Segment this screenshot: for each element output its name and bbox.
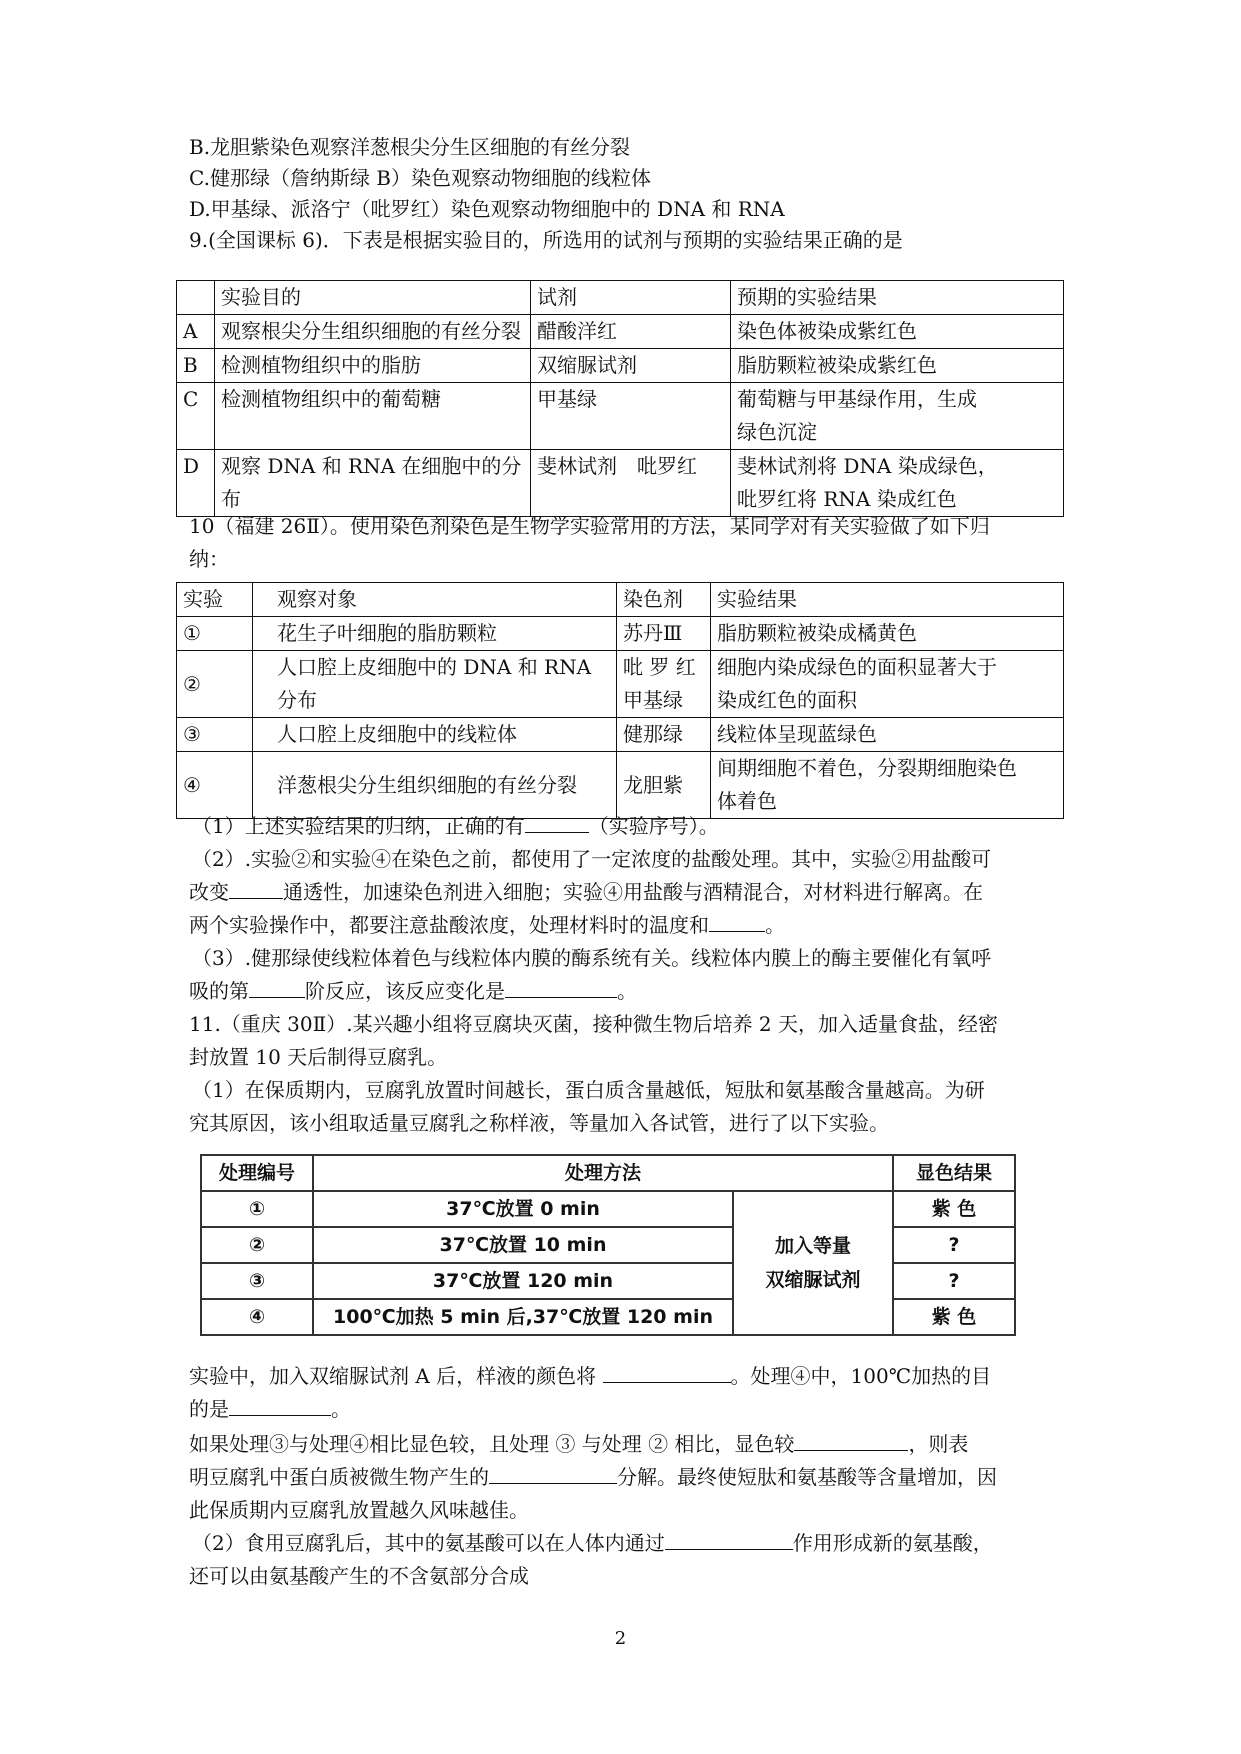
q10-stem-2: 纳： [189,547,229,571]
header-cell: 观察对象 [253,583,617,617]
answer-blank[interactable] [794,1428,908,1451]
q11-line7 [189,1428,968,1461]
row-label: A [177,315,215,349]
answer-blank[interactable] [229,876,283,899]
table-cell: 检测植物组织中的脂肪 [215,349,531,383]
header-cell: 处理方法 [313,1155,893,1191]
q10-part2-line3 [189,909,785,942]
q9-stem: 9.(全国课标 6)．下表是根据实验目的，所选用的试剂与预期的实验结果正确的是 [189,228,903,252]
table-cell [711,752,1064,819]
answer-blank[interactable] [229,1393,331,1416]
table-cell: 脂肪颗粒被染成紫红色 [731,349,1064,383]
table-cell: 37℃放置 0 min [313,1191,733,1227]
cell-line: 细胞内染成绿色的面积显著大于 [717,655,997,679]
q11-line6 [189,1393,351,1426]
table-cell: 脂肪颗粒被染成橘黄色 [711,617,1064,651]
q10-part2-line2 [189,876,983,909]
table-row [201,1155,1015,1191]
table-cell: 检测植物组织中的葡萄糖 [215,383,531,450]
cell-line: 加入等量 [774,1235,851,1257]
row-label: D [177,450,215,517]
row-label: ② [201,1227,313,1263]
text: 两个实验操作中，都要注意盐酸浓度，处理材料时的温度和 [189,913,709,937]
cell-line: 间期细胞不着色，分裂期细胞染色 [717,756,1017,780]
table-row [177,583,1064,617]
table-cell: ? [893,1263,1015,1299]
text: （1）上述实验结果的归纳，正确的有 [192,814,525,838]
table-cell: 人口腔上皮细胞中的线粒体 [253,718,617,752]
text: 如果处理③与处理④相比显色较，且处理 ③ 与处理 ② 相比，显色较 [189,1432,795,1456]
cell-line: 斐林试剂将 DNA 染成绿色， [737,454,998,478]
table-cell: 染色体被染成紫红色 [731,315,1064,349]
row-label: ④ [177,752,253,819]
table-row [177,651,1064,718]
answer-blank[interactable] [709,909,765,932]
row-label: B [177,349,215,383]
q11-line8 [189,1461,997,1494]
text: 。处理④中，100℃加热的目 [730,1364,992,1388]
cell-line: 吡罗红将 RNA 染成红色 [737,487,957,511]
header-cell: 预期的实验结果 [731,281,1064,315]
answer-blank[interactable] [505,975,617,998]
option-d: D.甲基绿、派洛宁（吡罗红）染色观察动物细胞中的 DNA 和 RNA [189,197,785,221]
header-cell: 实验目的 [215,281,531,315]
table-cell: 100℃加热 5 min 后,37℃放置 120 min [313,1299,733,1335]
table-cell: 线粒体呈现蓝绿色 [711,718,1064,752]
table-row [201,1227,1015,1263]
table-cell: 洋葱根尖分生组织细胞的有丝分裂 [253,752,617,819]
answer-blank[interactable] [665,1527,793,1550]
table-row [201,1191,1015,1227]
row-label: C [177,383,215,450]
table-row [201,1263,1015,1299]
table-cell: 龙胆紫 [617,752,711,819]
table-cell [731,450,1064,517]
table-cell: 37℃放置 120 min [313,1263,733,1299]
q10-table [176,582,1064,819]
q11-line3: （1）在保质期内，豆腐乳放置时间越长，蛋白质含量越低，短肽和氨基酸含量越高。为研 [192,1078,985,1102]
q10-part3-line2 [189,975,637,1008]
text: 改变 [189,880,229,904]
table-cell [617,651,711,718]
row-label: ① [201,1191,313,1227]
answer-blank[interactable] [249,975,305,998]
text: 分解。最终使短肽和氨基酸等含量增加，因 [617,1465,997,1489]
row-label: ③ [177,718,253,752]
header-cell [177,281,215,315]
row-label: ② [177,651,253,718]
cell-line: 绿色沉淀 [737,420,817,444]
cell-line: 甲基绿 [623,688,683,712]
cell-line: 体着色 [717,789,777,813]
table-cell [731,383,1064,450]
q11-line9: 此保质期内豆腐乳放置越久风味越佳。 [189,1498,529,1522]
text: （实验序号）。 [588,814,719,838]
text: 明豆腐乳中蛋白质被微生物产生的 [189,1465,489,1489]
text: 。 [617,979,637,1003]
q10-part1 [192,810,719,843]
answer-blank[interactable] [525,810,589,833]
table-row [177,383,1064,450]
text: 通透性，加速染色剂进入细胞；实验④用盐酸与酒精混合，对材料进行解离。在 [283,880,983,904]
q10-part3-line1: （3）.健那绿使线粒体着色与线粒体内膜的酶系统有关。线粒体内膜上的酶主要催化有氧呼 [192,946,992,970]
text: 阶反应，该反应变化是 [305,979,505,1003]
q10-part2-line1: （2）.实验②和实验④在染色之前，都使用了一定浓度的盐酸处理。其中，实验②用盐酸可 [192,847,992,871]
text: ，则表 [908,1432,969,1456]
header-cell: 实验结果 [711,583,1064,617]
table-cell: 双缩脲试剂 [531,349,731,383]
answer-blank[interactable] [489,1461,617,1484]
row-label: ④ [201,1299,313,1335]
table-row [177,315,1064,349]
q11-line2: 封放置 10 天后制得豆腐乳。 [189,1045,448,1069]
table-cell [711,651,1064,718]
row-label: ③ [201,1263,313,1299]
table-cell [253,651,617,718]
table-row [177,450,1064,517]
table-cell: 甲基绿 [531,383,731,450]
header-cell: 显色结果 [893,1155,1015,1191]
table-cell: ? [893,1227,1015,1263]
q11-line4: 究其原因，该小组取适量豆腐乳之称样液，等量加入各试管，进行了以下实验。 [189,1111,889,1135]
cell-line: 染成红色的面积 [717,688,857,712]
header-cell: 试剂 [531,281,731,315]
answer-blank[interactable] [603,1360,731,1383]
table-row [177,349,1064,383]
header-cell: 染色剂 [617,583,711,617]
text: 吸的第 [189,979,249,1003]
cell-line: 双缩脲试剂 [765,1269,861,1291]
q11-line1: 11.（重庆 30Ⅱ）.某兴趣小组将豆腐块灭菌，接种微生物后培养 2 天，加入适量食盐，经密 [189,1012,999,1036]
table-cell: 苏丹Ⅲ [617,617,711,651]
cell-line: 分布 [277,688,317,712]
table-cell: 观察根尖分生组织细胞的有丝分裂 [215,315,531,349]
table-row [201,1299,1015,1335]
q10-stem-1: 10（福建 26Ⅱ）。使用染色剂染色是生物学实验常用的方法，某同学对有关实验做了如下归 [189,514,990,538]
reagent-cell [733,1191,893,1335]
table-row [177,752,1064,819]
q11-line11: 还可以由氨基酸产生的不含氨部分合成 [189,1564,529,1588]
table-row [177,281,1064,315]
page-number: 2 [614,1628,627,1649]
text: （2）食用豆腐乳后，其中的氨基酸可以在人体内通过 [192,1531,665,1555]
header-cell: 处理编号 [201,1155,313,1191]
table-row [177,718,1064,752]
table-cell: 醋酸洋红 [531,315,731,349]
table-cell: 健那绿 [617,718,711,752]
row-label: ① [177,617,253,651]
table-row [177,617,1064,651]
q11-scanned-table [200,1154,1016,1336]
text: 。 [331,1397,351,1421]
table-cell: 花生子叶细胞的脂肪颗粒 [253,617,617,651]
option-b: B.龙胆紫染色观察洋葱根尖分生区细胞的有丝分裂 [189,135,631,159]
table-cell: 观察 DNA 和 RNA 在细胞中的分布 [215,450,531,517]
q11-line10 [192,1527,993,1560]
q9-table [176,280,1064,517]
table-cell: 紫 色 [893,1299,1015,1335]
q11-line5 [189,1360,991,1393]
cell-line: 人口腔上皮细胞中的 DNA 和 RNA [277,655,592,679]
text: 的是 [189,1397,229,1421]
text: 作用形成新的氨基酸， [792,1531,993,1555]
table-cell: 37℃放置 10 min [313,1227,733,1263]
cell-line: 吡 罗 红 [623,655,696,679]
table-cell: 斐林试剂 吡罗红 [531,450,731,517]
text: 实验中，加入双缩脲试剂 A 后，样液的颜色将 [189,1364,597,1388]
header-cell: 实验 [177,583,253,617]
text: 。 [765,913,785,937]
option-c: C.健那绿（詹纳斯绿 B）染色观察动物细胞的线粒体 [189,166,652,190]
cell-line: 葡萄糖与甲基绿作用，生成 [737,387,977,411]
table-cell: 紫 色 [893,1191,1015,1227]
